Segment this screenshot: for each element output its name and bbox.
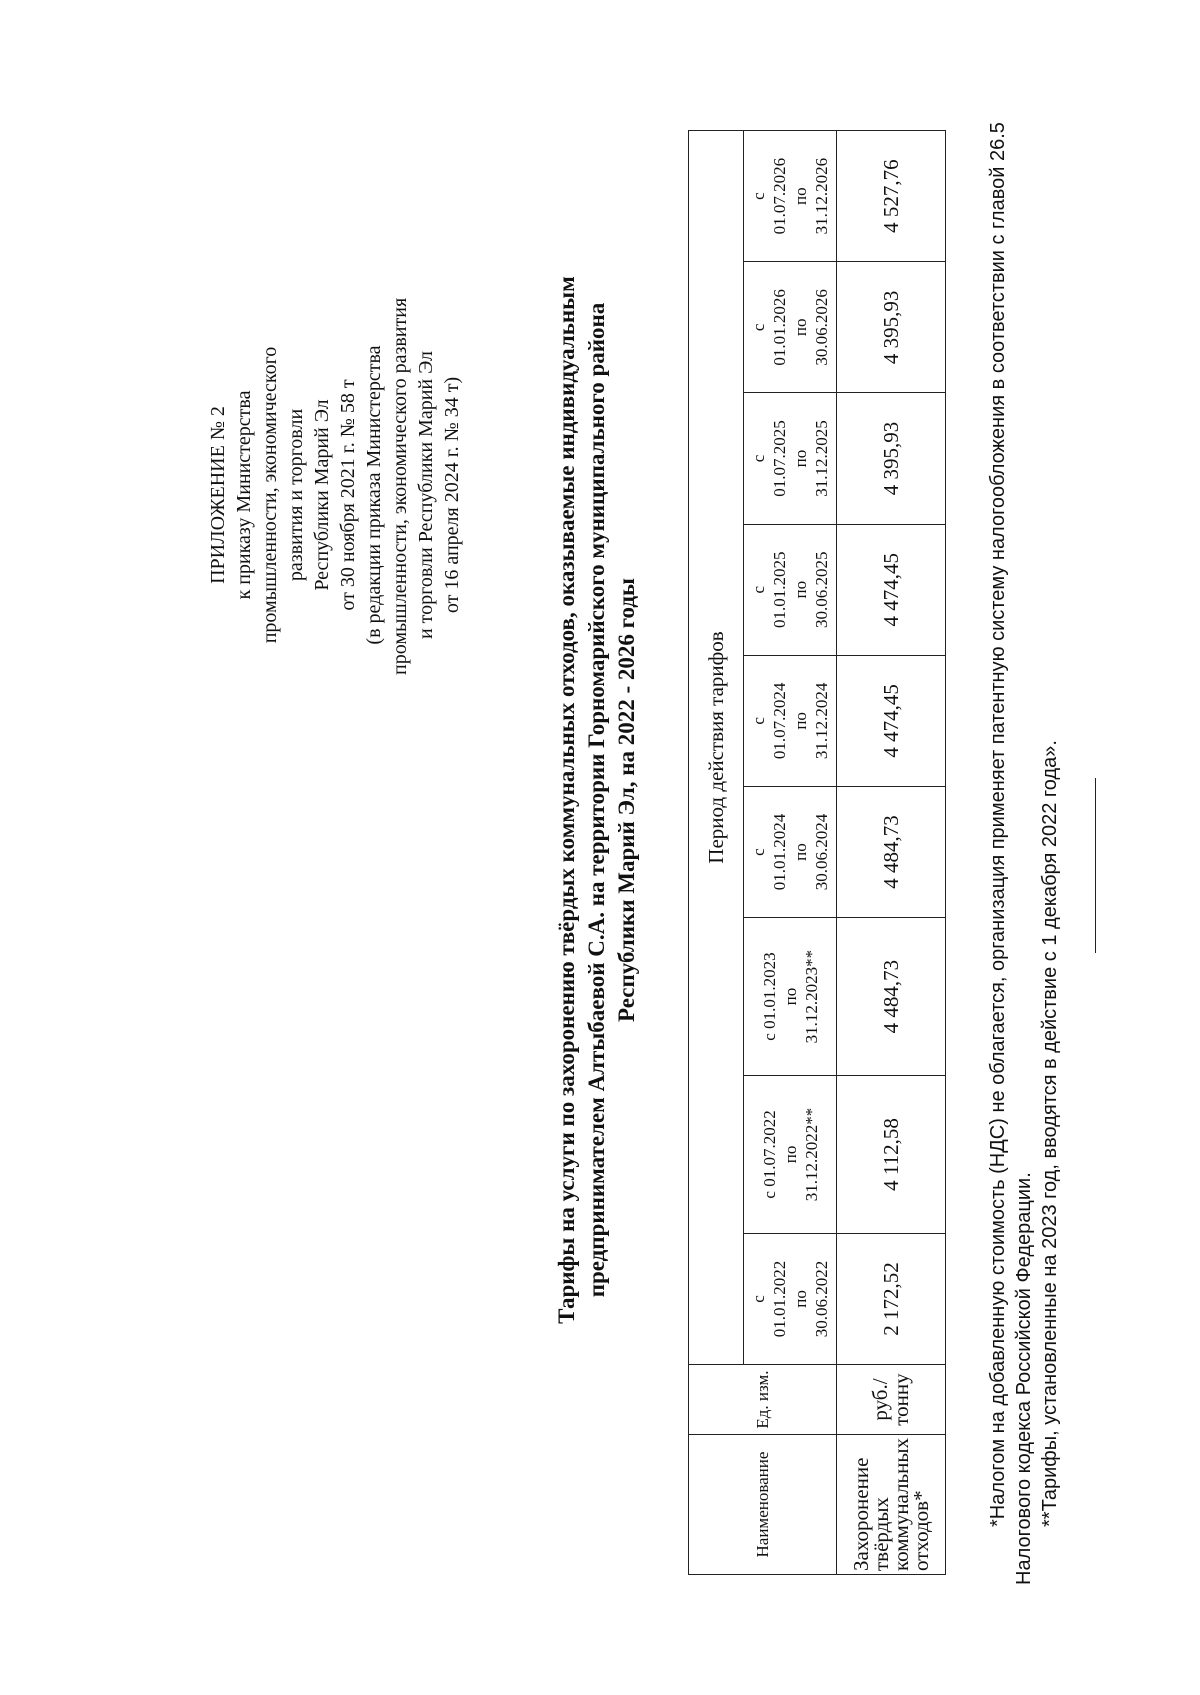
period-line: с xyxy=(749,585,768,594)
appendix-line: и торговли Республики Марий Эл xyxy=(415,350,437,640)
period-cell xyxy=(744,655,837,786)
tariff-value-cell: 4 395,93 xyxy=(837,262,946,393)
period-line: с xyxy=(749,1295,768,1303)
period-line: 01.07.2026 xyxy=(770,157,789,235)
period-line: 01.01.2026 xyxy=(770,289,789,366)
appendix-line: ПРИЛОЖЕНИЕ № 2 xyxy=(207,406,229,584)
title-line: предпринимателем Алтыбаевой С.А. на территории Горномарийского муниципального района xyxy=(584,302,609,1298)
period-line: 30.06.2026 xyxy=(812,289,831,366)
appendix-line: (в редакции приказа Министерства xyxy=(363,345,385,645)
period-line: по xyxy=(791,318,810,337)
appendix-line: от 16 апреля 2024 г. № 34 т) xyxy=(441,376,463,614)
appendix-line: промышленности, экономического xyxy=(259,346,281,644)
period-line: 31.12.2024 xyxy=(812,682,831,760)
closing-rule xyxy=(1095,778,1096,953)
period-line: с xyxy=(749,454,768,463)
period-line: с 01.01.2023 xyxy=(759,952,779,1041)
period-line: 01.01.2025 xyxy=(770,551,789,628)
header-period: Период действия тарифов xyxy=(689,131,744,1365)
appendix-line: развития и торговли xyxy=(285,408,307,582)
period-line: 01.01.2022 xyxy=(770,1260,789,1338)
tariff-value-cell: 2 172,52 xyxy=(837,1233,946,1364)
period-line: 30.06.2022 xyxy=(812,1260,831,1338)
table-row xyxy=(837,131,946,1575)
period-line: по xyxy=(780,987,800,1006)
period-line: по xyxy=(791,1290,810,1308)
appendix-line: к приказу Министерства xyxy=(233,390,255,600)
title-line: Республики Марий Эл, на 2022 - 2026 годы xyxy=(614,578,639,1022)
service-name-cell: Захоронение твёрдых коммунальных отходов* xyxy=(837,1435,946,1575)
tariff-value-cell: 4 474,45 xyxy=(837,524,946,655)
header-name: Наименование xyxy=(689,1435,837,1575)
period-line: 30.06.2024 xyxy=(812,813,831,891)
tariff-value-cell: 4 484,73 xyxy=(837,918,946,1076)
tariff-table xyxy=(688,130,946,1575)
period-line: 01.07.2024 xyxy=(770,682,789,760)
period-line: 31.12.2026 xyxy=(812,157,831,235)
period-line: по xyxy=(791,580,810,599)
period-cell xyxy=(744,524,837,655)
document-title xyxy=(552,135,642,1465)
period-line: по xyxy=(791,712,810,730)
period-line: 01.01.2024 xyxy=(770,813,789,891)
header-unit: Ед. изм. xyxy=(689,1365,837,1435)
appendix-line: от 30 ноября 2021 г. № 58 т xyxy=(337,379,359,611)
tariff-value-cell: 4 474,45 xyxy=(837,655,946,786)
period-line: по xyxy=(791,187,810,205)
unit-cell: руб./ тонну xyxy=(837,1365,946,1435)
period-line: с xyxy=(749,848,768,856)
tariff-value-cell: 4 112,58 xyxy=(837,1076,946,1234)
period-cell xyxy=(744,1076,837,1234)
period-line: 31.12.2025 xyxy=(812,420,831,497)
footnotes xyxy=(985,65,1063,1585)
tariff-value-cell: 4 395,93 xyxy=(837,393,946,524)
period-cell xyxy=(744,131,837,262)
period-line: по xyxy=(791,449,810,468)
period-line: 30.06.2025 xyxy=(812,551,831,628)
period-line: 31.12.2022** xyxy=(801,1107,821,1202)
appendix-line: Республики Марий Эл xyxy=(311,399,333,591)
period-line: с xyxy=(749,192,768,200)
title-line: Тарифы на услуги по захоронению твёрдых коммунальных отходов, оказываемые индивидуальным xyxy=(554,276,579,1324)
period-line: 31.12.2023** xyxy=(801,949,821,1044)
period-cell xyxy=(744,786,837,917)
period-line: с xyxy=(749,323,768,332)
period-cell xyxy=(744,1233,837,1364)
period-cell xyxy=(744,393,837,524)
period-line: с 01.07.2022 xyxy=(759,1110,779,1199)
footnote-vat: *Налогом на добавленную стоимость (НДС) не облагается, организация применяет патентную систему налогообложения в соответствии с главой 26.5 Налогового кодекса Российской Федерации. xyxy=(987,122,1035,1585)
footnote-tariffs-2023: **Тарифы, установленные на 2023 год, вводятся в действие с 1 декабря 2022 года». xyxy=(1039,740,1061,1527)
period-line: с xyxy=(749,717,768,725)
tariff-value-cell: 4 527,76 xyxy=(837,131,946,262)
period-line: 01.07.2025 xyxy=(770,420,789,497)
appendix-block xyxy=(205,297,465,675)
period-cell xyxy=(744,262,837,393)
period-cell xyxy=(744,918,837,1076)
period-line: по xyxy=(780,1145,800,1164)
tariff-value-cell: 4 484,73 xyxy=(837,786,946,917)
period-header-row xyxy=(744,131,837,1575)
appendix-line: промышленности, экономического развития xyxy=(389,297,411,675)
period-line: по xyxy=(791,843,810,861)
